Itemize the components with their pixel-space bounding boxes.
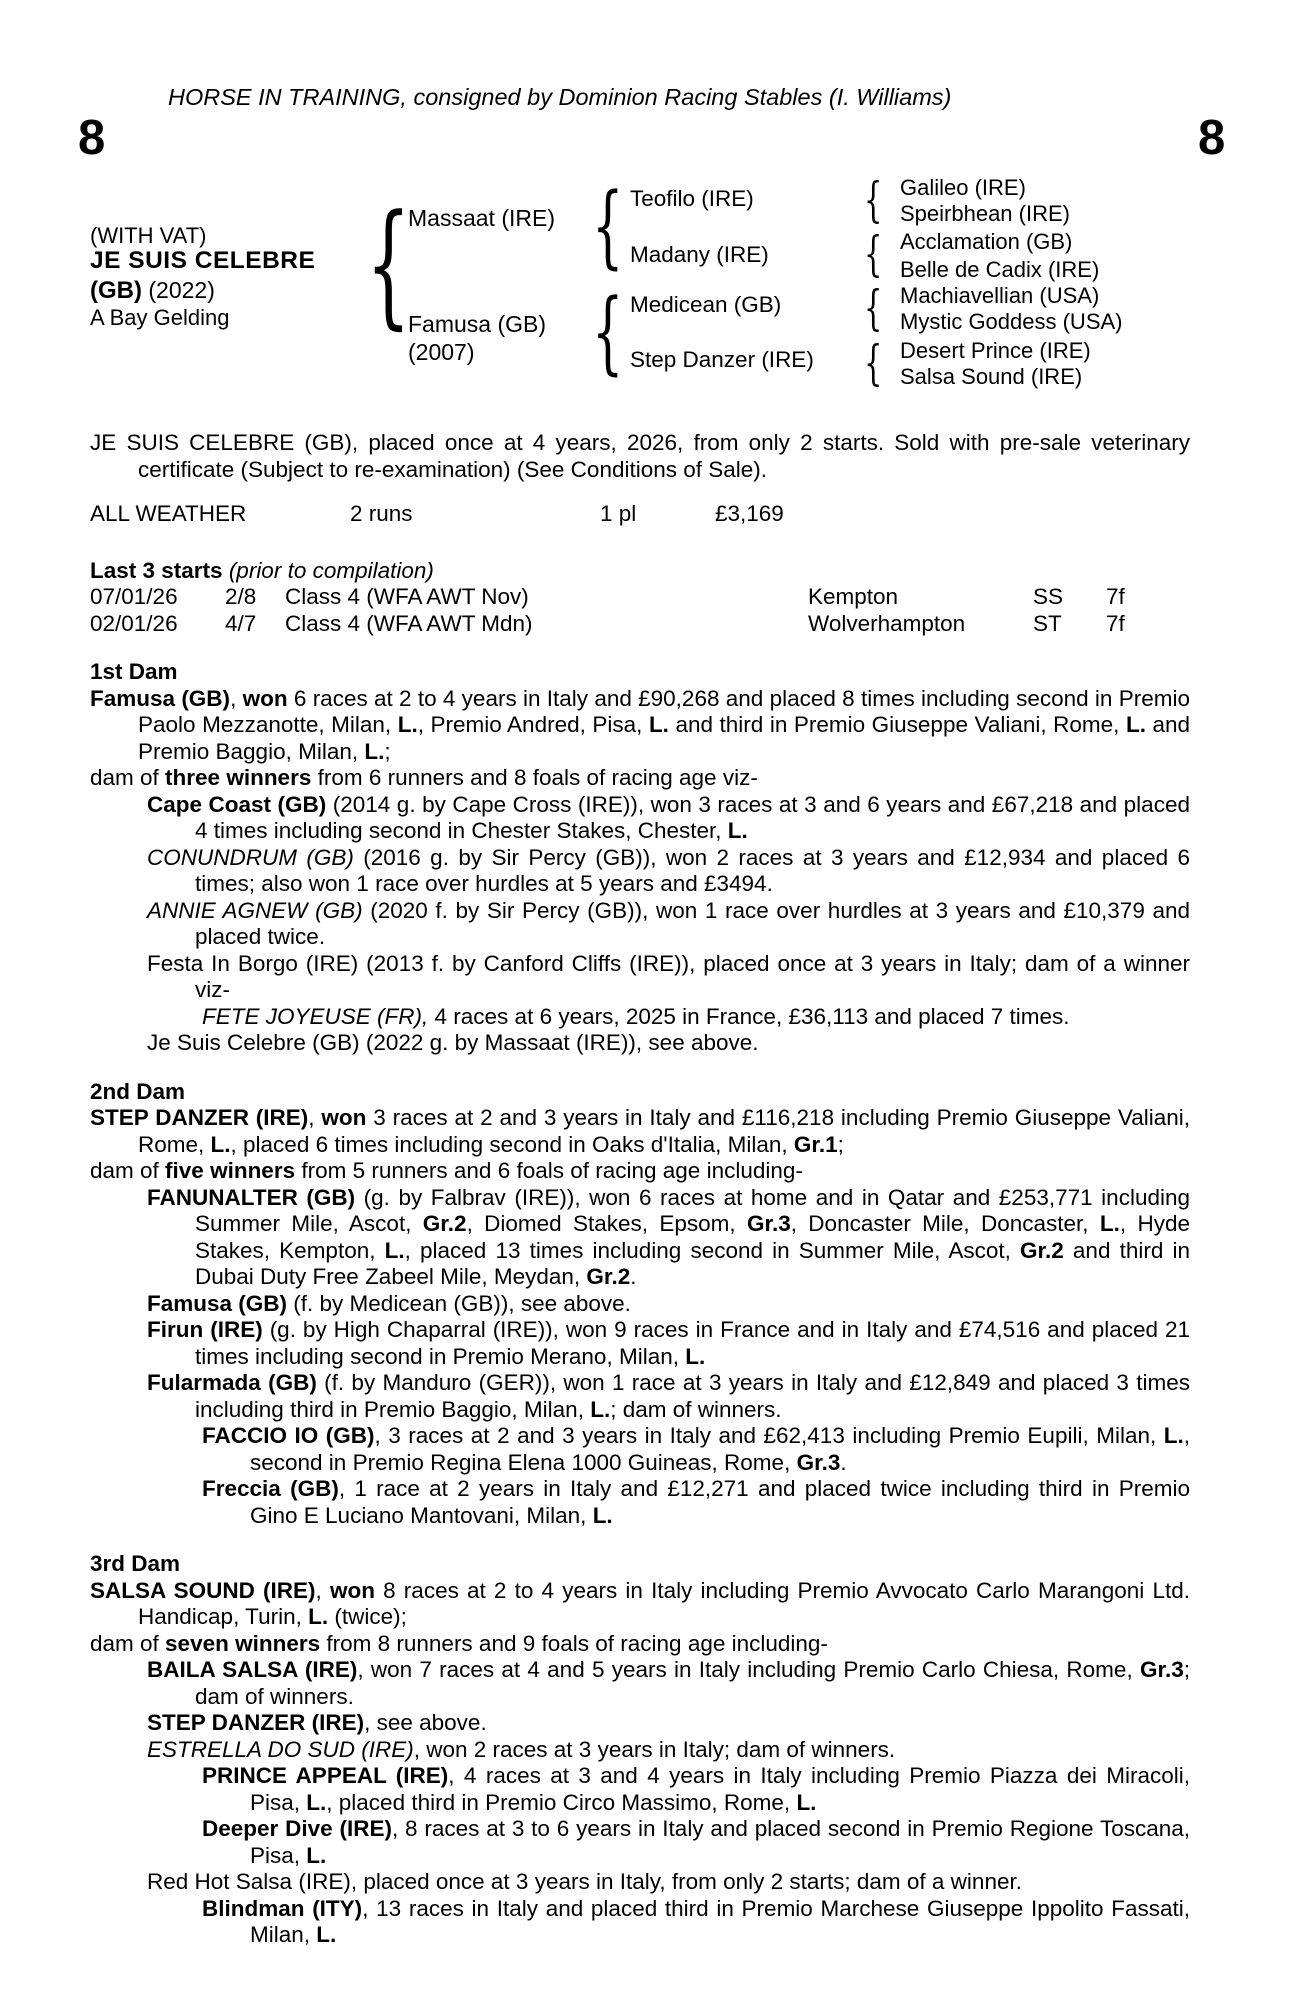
race-record-row <box>90 501 1190 528</box>
race-row <box>90 611 1190 638</box>
pedigree-brace-icon: { <box>864 335 883 391</box>
horse-color-sex: A Bay Gelding <box>90 305 230 330</box>
surface-label: ALL WEATHER <box>90 501 247 526</box>
lot-number-left: 8 <box>78 111 106 165</box>
progeny-paragraph: STEP DANZER (IRE), won 3 races at 2 and 3 years in Italy and £116,218 including Premio Giuseppe Valiani, Rome, L., placed 6 times including second in Oaks d'Italia, Milan, Gr.1; <box>90 1105 1190 1157</box>
sire-name: Massaat (IRE) <box>408 205 555 231</box>
placings-count: 1 pl <box>600 501 637 526</box>
earnings-amount: £3,169 <box>715 501 784 526</box>
horse-suffix-year <box>90 278 215 304</box>
great-grandparent-name: Belle de Cadix (IRE) <box>900 257 1100 282</box>
dam-name: Famusa (GB) <box>408 311 547 337</box>
progeny-paragraph: Firun (IRE) (g. by High Chaparral (IRE)), won 9 races in France and in Italy and £74,516 and placed 21 times including second in Premio Merano, Milan, L. <box>147 1317 1191 1369</box>
great-grandparent-name: Machiavellian (USA) <box>900 283 1100 308</box>
progeny-paragraph: Fularmada (GB) (f. by Manduro (GER)), won 1 race at 3 years in Italy and £12,849 and placed 3 times including third in Premio Baggio, Milan, L.; dam of winners. <box>147 1370 1190 1422</box>
pedigree-brace-icon: { <box>864 226 883 282</box>
race-finish: 2/8 <box>225 584 257 609</box>
pedigree-brace-icon: { <box>592 174 624 279</box>
progeny-paragraph: Deeper Dive (IRE), 8 races at 3 to 6 years in Italy and placed second in Premio Regione Toscana, Pisa, L. <box>202 1816 1191 1868</box>
sale-description: JE SUIS CELEBRE (GB), placed once at 4 years, 2026, from only 2 starts. Sold with pre-sale veterinary certificate (Subject to re-examination) (See Conditions of Sale). <box>90 430 1190 482</box>
pedigree-brace-icon: { <box>864 172 883 228</box>
dam-section-first <box>90 659 1190 1057</box>
dam-section-paragraphs <box>90 1105 1190 1529</box>
dam-section-third <box>90 1551 1190 1949</box>
dam-section-paragraphs <box>90 1578 1190 1949</box>
progeny-paragraph: Famusa (GB), won 6 races at 2 to 4 years in Italy and £90,268 and placed 8 times including second in Premio Paolo Mezzanotte, Milan, L., Premio Andred, Pisa, L. and third in Premio Giuseppe Valiani, Rome, L. and Premio Baggio, Milan, L.; <box>90 685 1191 764</box>
race-going: SS <box>1033 584 1064 609</box>
race-class: Class 4 (WFA AWT Mdn) <box>285 610 533 636</box>
horse-foal-year: (2022) <box>141 277 215 303</box>
grandparent-name: Madany (IRE) <box>630 242 769 267</box>
progeny-paragraph: FACCIO IO (GB), 3 races at 2 and 3 years in Italy and £62,413 including Premio Eupili, Milan, L., second in Premio Regina Elena 1000 Guineas, Rome, Gr.3. <box>202 1423 1190 1475</box>
progeny-paragraph: dam of five winners from 5 runners and 6 foals of racing age including- <box>90 1158 803 1183</box>
horse-country-suffix: (GB) <box>90 277 142 304</box>
progeny-paragraph: CONUNDRUM (GB) (2016 g. by Sir Percy (GB)), won 2 races at 3 years and £12,934 and placed 6 times; also won 1 race over hurdles at 5 years and £3494. <box>147 844 1191 896</box>
progeny-paragraph: STEP DANZER (IRE), see above. <box>147 1710 487 1735</box>
dam-section-heading: 1st Dam <box>90 659 178 684</box>
grandparent-name: Medicean (GB) <box>630 292 782 317</box>
last-starts-title: Last 3 starts <box>90 557 223 583</box>
progeny-paragraph: Famusa (GB) (f. by Medicean (GB)), see above. <box>147 1290 631 1316</box>
progeny-paragraph: Je Suis Celebre (GB) (2022 g. by Massaat (IRE)), see above. <box>147 1030 759 1055</box>
pedigree-brace-icon: { <box>366 186 411 343</box>
grandparent-name: Teofilo (IRE) <box>630 186 754 211</box>
race-finish: 4/7 <box>225 610 257 636</box>
progeny-paragraph: PRINCE APPEAL (IRE), 4 races at 3 and 4 years in Italy including Premio Piazza dei Miracoli, Pisa, L., placed third in Premio Circo Massimo, Rome, L. <box>202 1763 1190 1815</box>
pedigree-brace-icon: { <box>864 280 883 336</box>
race-going: ST <box>1033 610 1062 636</box>
race-date: 07/01/26 <box>90 584 178 609</box>
grandparent-name: Step Danzer (IRE) <box>630 347 814 372</box>
progeny-paragraph: Cape Coast (GB) (2014 g. by Cape Cross (IRE)), won 3 races at 3 and 6 years and £67,218 and placed 4 times including second in Chester Stakes, Chester, L. <box>147 791 1190 843</box>
great-grandparent-name: Galileo (IRE) <box>900 175 1026 200</box>
race-row <box>90 584 1190 611</box>
race-distance: 7f <box>1106 610 1125 636</box>
great-grandparent-name: Salsa Sound (IRE) <box>900 364 1083 389</box>
progeny-paragraph: FANUNALTER (GB) (g. by Falbrav (IRE)), won 6 races at home and in Qatar and £253,771 including Summer Mile, Ascot, Gr.2, Diomed Stakes, Epsom, Gr.3, Doncaster Mile, Doncaster, L., Hyde Stakes, Kempton, L., placed 13 times including second in Summer Mile, Ascot, Gr.2 and third in Dubai Duty Free Zabeel Mile, Meydan, Gr.2. <box>147 1184 1191 1289</box>
dam-section-heading: 2nd Dam <box>90 1078 186 1104</box>
dam-section-second <box>90 1079 1190 1530</box>
dam-foaling-year: (2007) <box>408 339 475 365</box>
race-course: Kempton <box>808 584 899 609</box>
progeny-paragraph: dam of three winners from 6 runners and 8 foals of racing age viz- <box>90 765 758 790</box>
great-grandparent-name: Speirbhean (IRE) <box>900 201 1070 226</box>
horse-name: JE SUIS CELEBRE <box>90 247 316 274</box>
runs-count: 2 runs <box>350 501 413 526</box>
dam-section-heading: 3rd Dam <box>90 1551 181 1576</box>
vat-note: (WITH VAT) <box>90 223 207 248</box>
progeny-paragraph: ANNIE AGNEW (GB) (2020 f. by Sir Percy (GB)), won 1 race over hurdles at 3 years and £10,379 and placed twice. <box>147 897 1190 949</box>
progeny-paragraph: BAILA SALSA (IRE), won 7 races at 4 and 5 years in Italy including Premio Carlo Chiesa, Rome, Gr.3; dam of winners. <box>147 1657 1190 1709</box>
great-grandparent-name: Desert Prince (IRE) <box>900 338 1091 363</box>
catalog-header-title: HORSE IN TRAINING, consigned by Dominion Racing Stables (I. Williams) <box>168 84 952 110</box>
lot-number-right: 8 <box>1198 111 1226 165</box>
progeny-paragraph: Festa In Borgo (IRE) (2013 f. by Canford Cliffs (IRE)), placed once at 3 years in Italy; dam of a winner viz- <box>147 950 1190 1002</box>
great-grandparent-name: Acclamation (GB) <box>900 229 1073 254</box>
progeny-paragraph: Red Hot Salsa (IRE), placed once at 3 years in Italy, from only 2 starts; dam of a winner. <box>147 1869 1022 1894</box>
race-date: 02/01/26 <box>90 610 178 636</box>
pedigree-brace-icon: { <box>592 280 624 385</box>
catalog-body <box>90 430 1190 1949</box>
progeny-paragraph: SALSA SOUND (IRE), won 8 races at 2 to 4 years in Italy including Premio Avvocato Carlo Marangoni Ltd. Handicap, Turin, L. (twice); <box>90 1577 1191 1629</box>
race-course: Wolverhampton <box>808 610 966 636</box>
dam-section-paragraphs <box>90 686 1190 1057</box>
progeny-paragraph: Blindman (ITY), 13 races in Italy and placed third in Premio Marchese Giuseppe Ippolito Fassati, Milan, L. <box>202 1895 1190 1947</box>
race-class: Class 4 (WFA AWT Nov) <box>285 584 529 609</box>
last-starts-note: (prior to compilation) <box>222 557 434 583</box>
great-grandparent-name: Mystic Goddess (USA) <box>900 309 1123 334</box>
progeny-paragraph: Freccia (GB), 1 race at 2 years in Italy and £12,271 and placed twice including third in Premio Gino E Luciano Mantovani, Milan, L. <box>202 1476 1191 1528</box>
progeny-paragraph: FETE JOYEUSE (FR), 4 races at 6 years, 2025 in France, £36,113 and placed 7 times. <box>202 1003 1070 1029</box>
progeny-paragraph: dam of seven winners from 8 runners and 9 foals of racing age including- <box>90 1630 828 1656</box>
last-starts-heading <box>90 558 1190 585</box>
progeny-paragraph: ESTRELLA DO SUD (IRE), won 2 races at 3 years in Italy; dam of winners. <box>147 1736 896 1762</box>
race-distance: 7f <box>1106 584 1125 609</box>
